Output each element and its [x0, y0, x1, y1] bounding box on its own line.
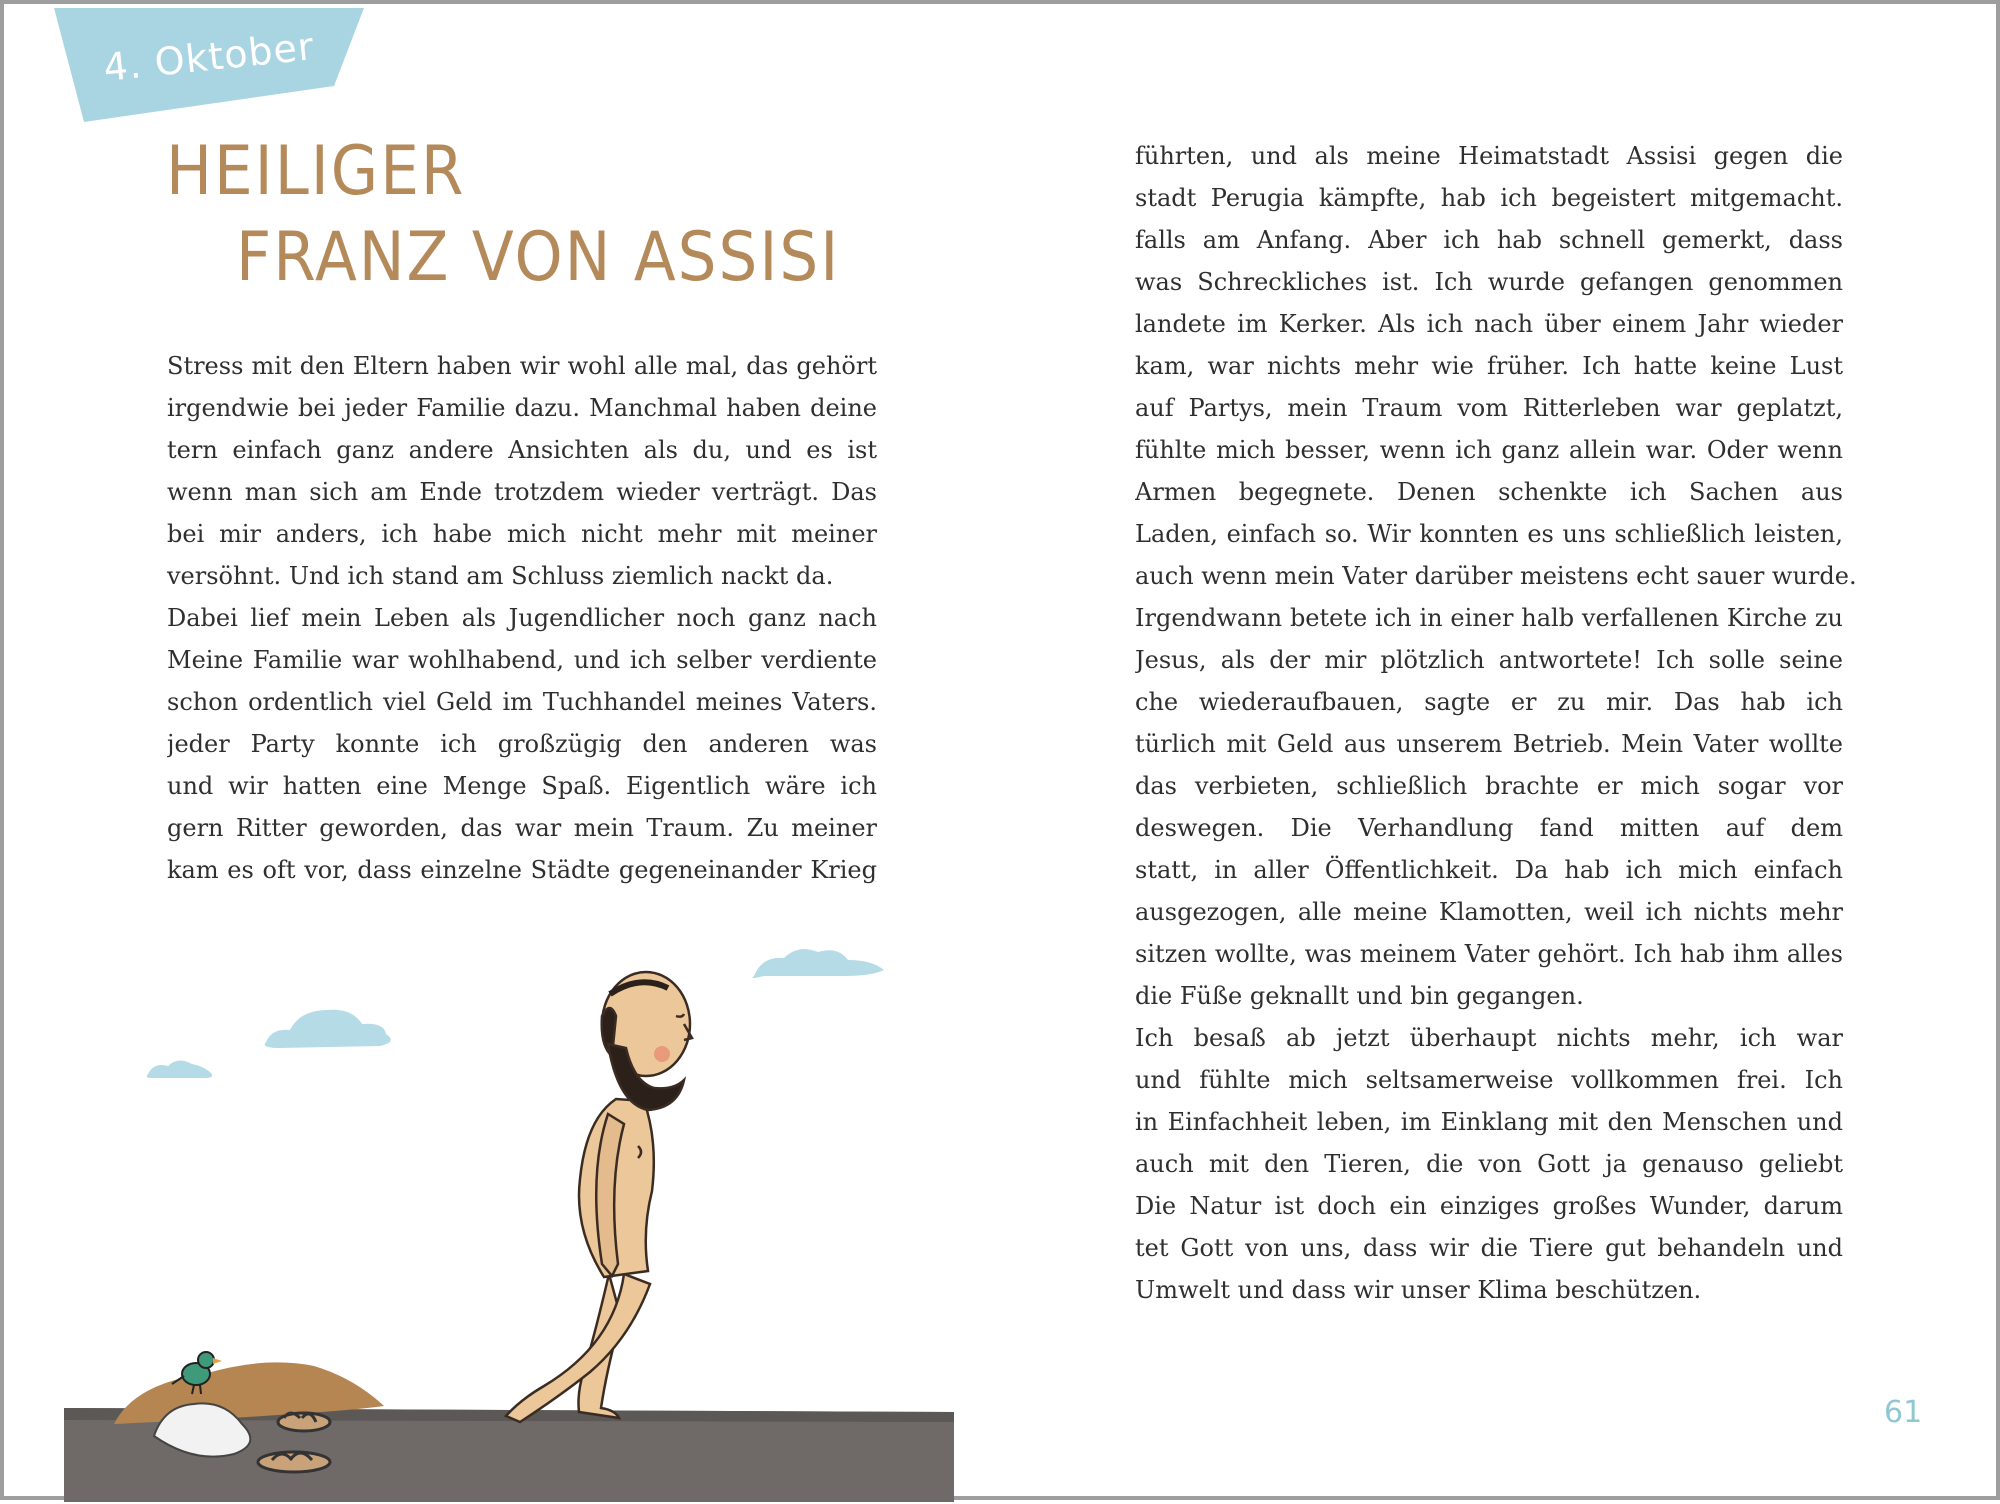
text-line: tet Gott von uns, dass wir die Tiere gut behandeln und: [1135, 1234, 1843, 1262]
text-line: stadt Perugia kämpfte, hab ich begeistert mitgemacht.: [1135, 184, 1843, 212]
date-banner: [54, 8, 364, 122]
text-line: kam, war nichts mehr wie früher. Ich hatte keine Lust: [1135, 352, 1843, 380]
text-line: Irgendwann betete ich in einer halb verfallenen Kirche zu: [1135, 604, 1843, 632]
text-line: Stress mit den Eltern haben wir wohl alle mal, das gehört: [167, 352, 877, 380]
text-line: gern Ritter geworden, das war mein Traum. Zu meiner: [167, 814, 877, 842]
text-line: Meine Familie war wohlhabend, und ich selber verdiente: [167, 646, 877, 674]
text-line: das verbieten, schließlich brachte er mich sogar vor: [1135, 772, 1843, 800]
page-number: 61: [1884, 1395, 1923, 1430]
title-line-1: HEILIGER: [166, 132, 466, 211]
text-line: versöhnt. Und ich stand am Schluss ziemlich nackt da.: [167, 562, 834, 590]
text-line: was Schreckliches ist. Ich wurde gefangen genommen: [1135, 268, 1843, 296]
text-line: in Einfachheit leben, im Einklang mit den Menschen und: [1135, 1108, 1843, 1136]
text-line: Dabei lief mein Leben als Jugendlicher noch ganz nach: [167, 604, 877, 632]
text-line: jeder Party konnte ich großzügig den anderen was: [167, 730, 877, 758]
text-line: türlich mit Geld aus unserem Betrieb. Mein Vater wollte: [1135, 730, 1843, 758]
francis-illustration: [4, 904, 1004, 1504]
cloud-icon: [752, 949, 884, 978]
left-text-column: [167, 345, 877, 891]
text-line: tern einfach ganz andere Ansichten als du, und es ist: [167, 436, 877, 464]
text-line: deswegen. Die Verhandlung fand mitten auf dem: [1135, 814, 1843, 842]
text-line: kam es oft vor, dass einzelne Städte gegeneinander Krieg: [167, 856, 877, 884]
right-text-column: [1135, 135, 1857, 1311]
title-line-2: FRANZ VON ASSISI: [236, 218, 841, 297]
text-line: auch mit den Tieren, die von Gott ja genauso geliebt: [1135, 1150, 1843, 1178]
text-line: Umwelt und dass wir unser Klima beschützen.: [1135, 1276, 1702, 1304]
text-line: statt, in aller Öffentlichkeit. Da hab ich mich einfach: [1135, 856, 1843, 884]
text-line: landete im Kerker. Als ich nach über einem Jahr wieder: [1135, 310, 1843, 338]
cloud-icon: [147, 1060, 213, 1078]
text-line: und wir hatten eine Menge Spaß. Eigentlich wäre ich: [167, 772, 877, 800]
text-line: auch wenn mein Vater darüber meistens echt sauer wurde.: [1135, 562, 1857, 590]
text-line: Laden, einfach so. Wir konnten es uns schließlich leisten,: [1135, 520, 1843, 548]
text-line: irgendwie bei jeder Familie dazu. Manchmal haben deine: [167, 394, 877, 422]
text-line: die Füße geknallt und bin gegangen.: [1135, 982, 1584, 1010]
text-line: und fühlte mich seltsamerweise vollkommen frei. Ich: [1135, 1066, 1843, 1094]
text-line: schon ordentlich viel Geld im Tuchhandel meines Vaters.: [167, 688, 877, 716]
text-line: führten, und als meine Heimatstadt Assisi gegen die: [1135, 142, 1843, 170]
text-line: bei mir anders, ich habe mich nicht mehr mit meiner: [167, 520, 877, 548]
text-line: sitzen wollte, was meinem Vater gehört. Ich hab ihm alles: [1135, 940, 1843, 968]
text-line: wenn man sich am Ende trotzdem wieder verträgt. Das: [167, 478, 877, 506]
text-line: auf Partys, mein Traum vom Ritterleben war geplatzt,: [1135, 394, 1843, 422]
text-line: ausgezogen, alle meine Klamotten, weil ich nichts mehr: [1135, 898, 1843, 926]
text-line: che wiederaufbauen, sagte er zu mir. Das hab ich: [1135, 688, 1843, 716]
text-line: falls am Anfang. Aber ich hab schnell gemerkt, dass: [1135, 226, 1843, 254]
text-line: Armen begegnete. Denen schenkte ich Sachen aus: [1135, 478, 1843, 506]
cloud-icon: [265, 1010, 391, 1048]
francis-figure: [506, 972, 692, 1422]
date-label: 4. Oktober: [101, 24, 317, 91]
text-line: fühlte mich besser, wenn ich ganz allein war. Oder wenn: [1135, 436, 1843, 464]
text-line: Ich besaß ab jetzt überhaupt nichts mehr, ich war: [1135, 1024, 1843, 1052]
text-line: Die Natur ist doch ein einziges großes Wunder, darum: [1135, 1192, 1843, 1220]
text-line: Jesus, als der mir plötzlich antwortete! Ich solle seine: [1135, 646, 1843, 674]
